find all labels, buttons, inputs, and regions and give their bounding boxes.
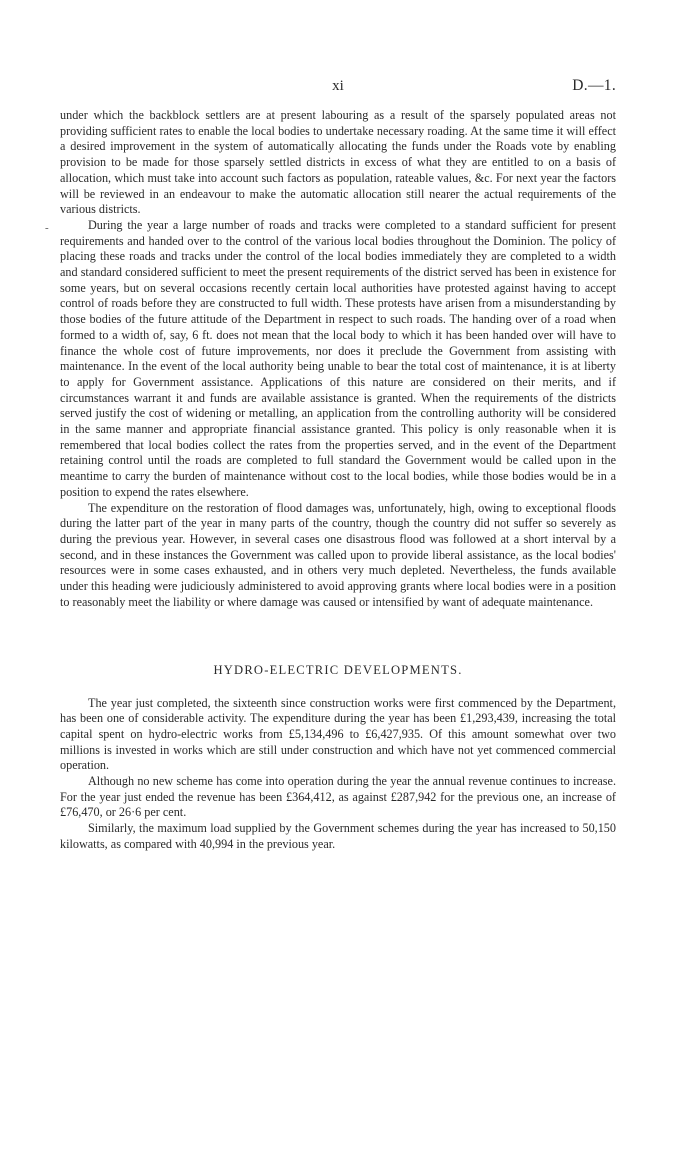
paragraph: under which the backblock settlers are at present labouring as a result of the sparsely populated areas not providing sufficient rates to enable the local bodies to undertake necessary roading. At the same time it will effect a desired improvement in the system of automatically allocating the funds under the Roads vote by enabling provision to be made for those sparsely settled districts in excess of what they are entitled to on a basis of allocation, which must take into account such factors as population, rateable values, &c. For next year the factors will be reviewed in an endeavour to make the automatic allocation still nearer the actual requirements of the various districts.	[60, 108, 616, 217]
paragraph: Similarly, the maximum load supplied by the Government schemes during the year has increased to 50,150 kilowatts, as compared with 40,994 in the previous year.	[60, 821, 616, 851]
paragraph: During the year a large number of roads and tracks were completed to a standard sufficient for present requirements and handed over to the control of the various local bodies throughout the Dominion. The policy of placing these roads and tracks under the control of the local bodies immediately they are completed to a width and standard considered sufficient to meet the present requirements of the district served has been in existence for some years, but on several occasions recently certain local authorities have protested against having to accept control of roads before they are constructed to full width. These protests have arisen from a misunderstanding by those bodies of the future attitude of the Department in respect to such roads. The handing over of a road when formed to a width of, say, 6 ft. does not mean that the local body to which it has been handed over will have to finance the whole cost of future improvements, nor does it preclude the Government from assisting with maintenance. In the event of the local authority being unable to bear the total cost of maintenance, it is at liberty to apply for Government assistance. Applications of this nature are considered on their merits, and if circumstances warrant it and funds are available assistance is granted. When the requirements of the districts served justify the cost of widening or metalling, an application from the controlling authority will be considered in the same manner and appropriate financial assistance granted. This policy is only reasonable when it is remembered that local bodies collect the rates from the properties served, and in the event of the Department retaining control until the roads are completed to full standard the Government would be called upon in the meantime to carry the burden of maintenance without cost to the local bodies, while those bodies would be in a position to expend the rates elsewhere.	[60, 217, 616, 499]
document-reference: D.—1.	[572, 77, 616, 94]
page-header	[60, 78, 616, 98]
paragraph: The year just completed, the sixteenth since construction works were first commenced by the Department, has been one of considerable activity. The expenditure during the year has been £1,293,439, increasing the total capital spent on hydro-electric works from £5,134,496 to £6,427,935. Of this amount somewhat over two millions is invested in works which are still under construction and which have not yet commenced commercial operation.	[60, 695, 616, 773]
document-body	[60, 108, 616, 853]
margin-mark: -	[45, 222, 49, 234]
paragraph: Although no new scheme has come into operation during the year the annual revenue continues to increase. For the year just ended the revenue has been £364,412, as against £287,942 for the previous one, an increase of £76,470, or 26·6 per cent.	[60, 774, 616, 820]
section-heading: HYDRO-ELECTRIC DEVELOPMENTS.	[213, 662, 463, 677]
paragraph: The expenditure on the restoration of flood damages was, unfortunately, high, owing to exceptional floods during the latter part of the year in many parts of the country, though the country did not suffer so severely as during the previous year. However, in several cases one disastrous flood was followed at a short interval by a second, and in these instances the Government was called upon to provide liberal assistance, as the local bodies' resources were in some cases exhausted, and in others very much depleted. Nevertheless, the funds available under this heading were judiciously administered to avoid approving grants where local bodies were in a position to reasonably meet the liability or where damage was caused or intensified by want of adequate maintenance.	[60, 500, 616, 609]
page-number: xi	[332, 78, 344, 94]
